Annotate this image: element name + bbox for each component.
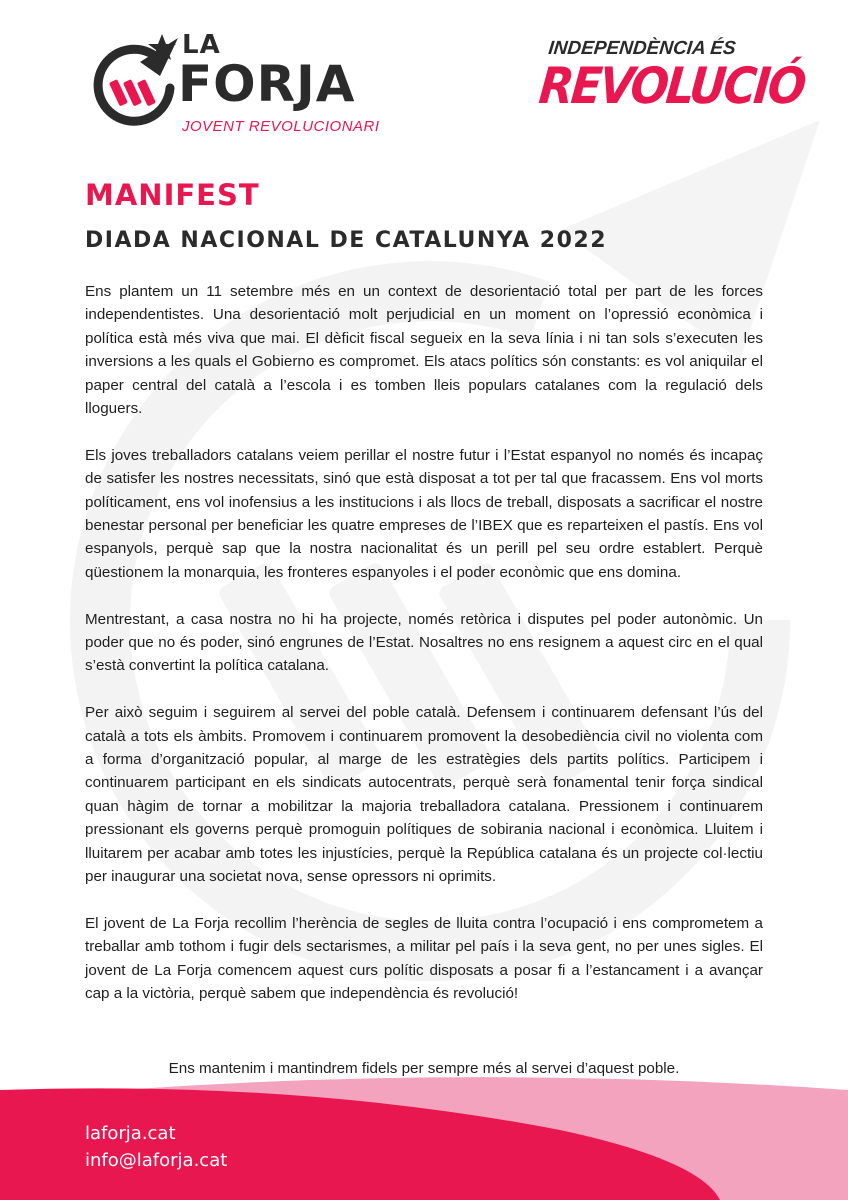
slogan	[528, 38, 807, 138]
document-title: MANIFEST	[85, 178, 260, 212]
logo-star-arrow-icon	[90, 32, 180, 126]
slogan-main-text: REVOLUCIÓ	[536, 57, 807, 115]
logo-subtitle: JOVENT REVOLUCIONARI	[182, 118, 380, 135]
paragraph: Ens plantem un 11 setembre més en un context de desorientació total per part de les forces independentistes. Una desorientació molt perjudicial en un moment on l’opressió econòmica i política està més viva que mai. El dèficit fiscal segueix en la seva línia i ni tan sols s’executen les inversions a les quals el Gobierno es compromet. Els atacs polítics són constants: es vol aniquilar el paper central del català a l’escola i es tomben lleis populars catalanes com la regulació dels lloguers.	[85, 283, 763, 418]
logo-text-la: LA	[182, 30, 221, 60]
paragraph: Mentrestant, a casa nostra no hi ha projecte, només retòrica i disputes pel poder autonòmic. Un poder que no és poder, sinó engrunes de l’Estat. Nosaltres no ens resignem a aquest circ en el qual s’està convertint la política catalana.	[85, 610, 763, 675]
document-subtitle: DIADA NACIONAL DE CATALUNYA 2022	[85, 228, 607, 253]
header	[0, 0, 848, 150]
manifest-body	[85, 280, 763, 1029]
la-forja-logo	[90, 28, 380, 138]
footer-links	[85, 1120, 227, 1174]
paragraph: Els joves treballadors catalans veiem perillar el nostre futur i l’Estat espanyol no només és incapaç de satisfer les nostres necessitats, sinó que està disposat a tot per tal que fracassem. Ens vol morts políticament, ens vol inofensius a les institucions i als llocs de treball, disposats a sacrificar el nostre benestar personal per beneficiar les quatre empreses de l’IBEX que es reparteixen el pastís. Ens vol espanyols, perquè sap que la nostra nacionalitat és un perill pel seu ordre establert. Perquè qüestionem la monarquia, les fronteres espanyoles i el poder econòmic que ens domina.	[85, 446, 763, 581]
paragraph: Per això seguim i seguirem al servei del poble català. Defensem i continuarem defensant l’ús del català a tots els àmbits. Promovem i continuarem promovent la desobediència civil no violenta com a forma d’organització popular, al marge de les estratègies dels partits polítics. Participem i continuarem participant en els sindicats autocentrats, perquè serà fonamental tenir força sindical quan hàgim de tornar a mobilitzar la majoria treballadora catalana. Pressionem i continuarem pressionant els governs perquè promoguin polítiques de sobirania nacional i econòmica. Lluitem i lluitarem per acabar amb totes les injustícies, perquè la República catalana és un projecte col·lectiu per inaugurar una societat nova, sense opressors ni oprimits.	[85, 704, 763, 886]
paragraph: El jovent de La Forja recollim l’herència de segles de lluita contra l’ocupació i ens comprometem a treballar amb tothom i fugir dels sectarismes, a militar pel país i la seva gent, no per unes sigles. El jovent de La Forja comencem aquest curs polític disposats a posar fi a l’estancament i a avançar cap a la victòria, perquè sabem que independència és revolució!	[85, 914, 763, 1003]
logo-text-forja: FORJA	[178, 55, 356, 113]
email-link[interactable]: info@laforja.cat	[85, 1150, 228, 1171]
closing-statement: Ens mantenim i mantindrem fidels per sempre més al servei d’aquest poble.	[168, 1060, 680, 1077]
website-link[interactable]: laforja.cat	[85, 1123, 176, 1144]
slogan-top-text: INDEPENDÈNCIA ÉS	[547, 38, 737, 59]
